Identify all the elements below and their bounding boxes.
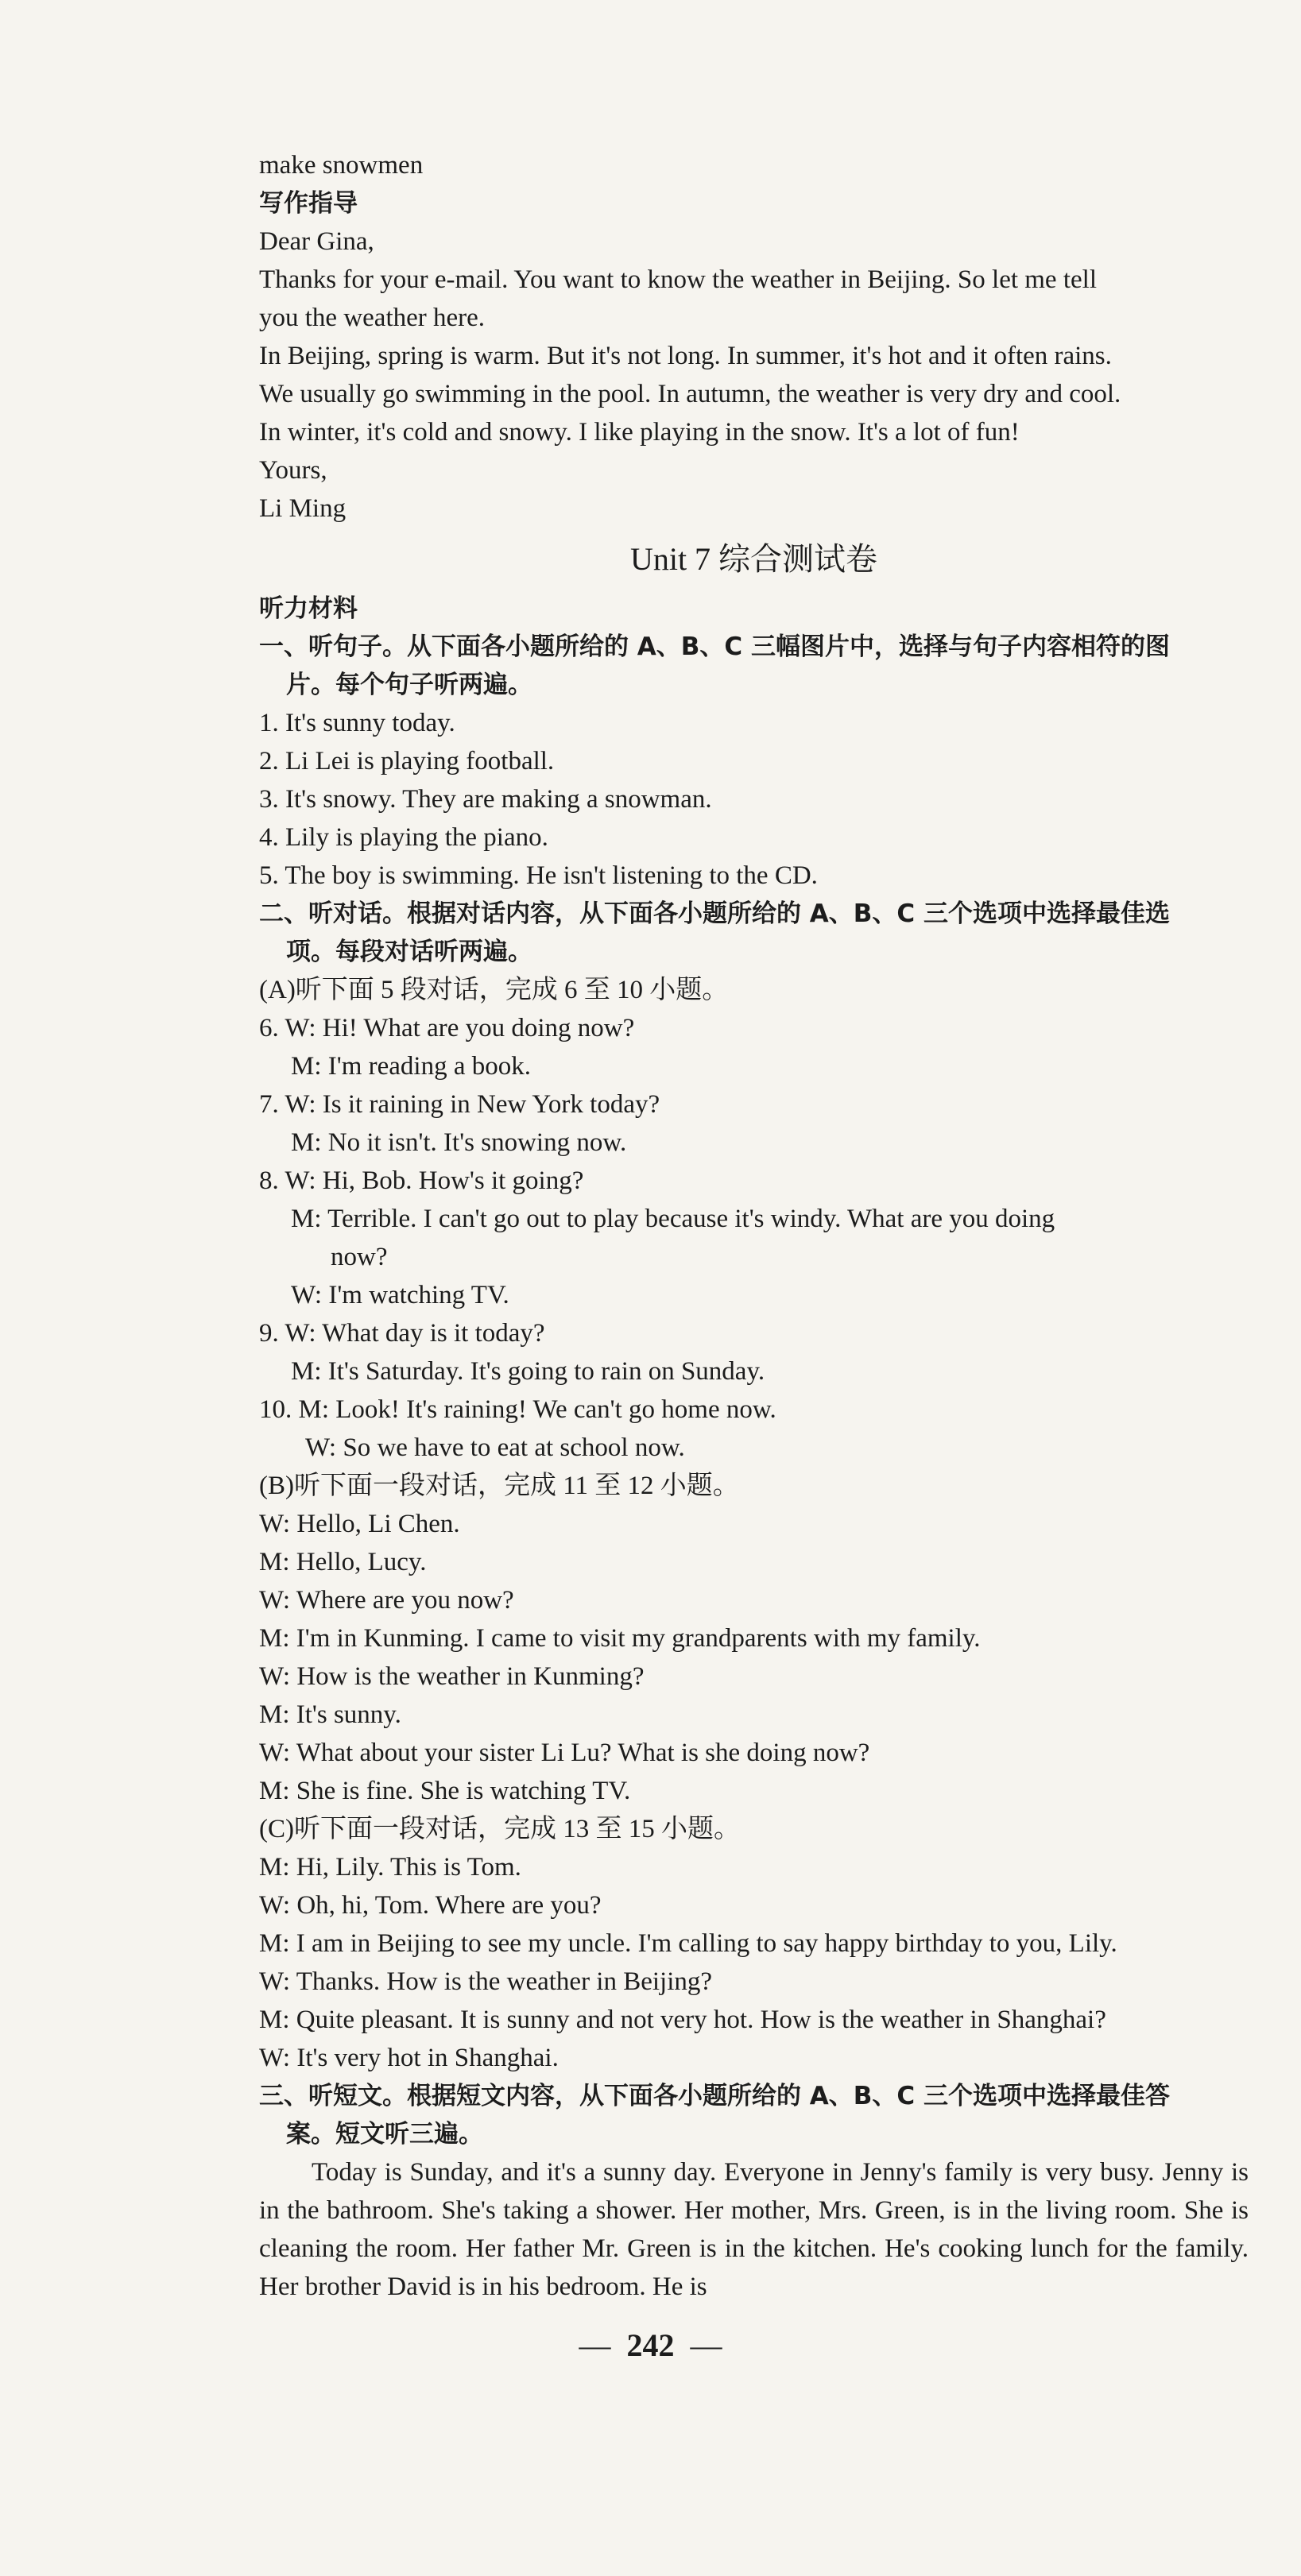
page-content xyxy=(259,146,1249,2306)
page-footer xyxy=(0,2327,1301,2364)
dialogue-line: W: Thanks. How is the weather in Beijing? xyxy=(259,1967,713,1996)
dialogue-line: 10. M: Look! It's raining! We can't go home now. xyxy=(259,1395,776,1424)
letter-line: In winter, it's cold and snowy. I like playing in the snow. It's a lot of fun! xyxy=(259,418,1020,447)
section-header: 听力材料 xyxy=(259,594,358,623)
section-heading: 写作指导 xyxy=(259,189,358,218)
letter-greeting: Dear Gina, xyxy=(259,227,374,256)
letter-line: Thanks for your e-mail. You want to know the weather in Beijing. So let me tell xyxy=(259,265,1097,294)
dialogue-line: M: Quite pleasant. It is sunny and not very hot. How is the weather in Shanghai? xyxy=(259,2005,1106,2034)
dialogue-line: W: Hello, Li Chen. xyxy=(259,1510,460,1538)
dialogue-line: M: No it isn't. It's snowing now. xyxy=(291,1128,627,1157)
letter-line: In Beijing, spring is warm. But it's not long. In summer, it's hot and it often rains. xyxy=(259,342,1112,370)
dialogue-line: M: Hi, Lily. This is Tom. xyxy=(259,1853,521,1882)
dialogue-line: M: I am in Beijing to see my uncle. I'm calling to say happy birthday to you, Lily. xyxy=(259,1929,1117,1958)
letter-line: We usually go swimming in the pool. In autumn, the weather is very dry and cool. xyxy=(259,380,1121,408)
dialogue-line: W: Where are you now? xyxy=(259,1586,514,1615)
list-item: 2. Li Lei is playing football. xyxy=(259,747,555,776)
part3-heading-cont: 案。短文听三遍。 xyxy=(286,2120,483,2149)
dialogue-line: M: Hello, Lucy. xyxy=(259,1548,427,1576)
part3-heading: 三、听短文。根据短文内容，从下面各小题所给的 A、B、C 三个选项中选择最佳答 xyxy=(259,2082,1170,2110)
unit-title: Unit 7 综合测试卷 xyxy=(629,541,878,577)
dialogue-line: M: It's sunny. xyxy=(259,1700,401,1729)
dialogue-line-cont: now? xyxy=(331,1243,388,1271)
part2-heading: 二、听对话。根据对话内容，从下面各小题所给的 A、B、C 三个选项中选择最佳选 xyxy=(259,899,1170,928)
passage-paragraph: Today is Sunday, and it's a sunny day. Everyone in Jenny's family is very busy. Jenny is in the bathroom. She's taking a shower. Her mother, Mrs. Green, is in the living room. She is cleaning the room. Her father Mr. Green is in the kitchen. He's cooking lunch for the family. Her brother David is in his bedroom. He is xyxy=(259,2158,1249,2301)
list-item: 4. Lily is playing the piano. xyxy=(259,823,548,852)
dialogue-line: M: She is fine. She is watching TV. xyxy=(259,1777,631,1805)
dialogue-line: W: I'm watching TV. xyxy=(291,1281,509,1309)
subsection-intro: (B)听下面一段对话，完成 11 至 12 小题。 xyxy=(259,1472,739,1500)
dialogue-line: 6. W: Hi! What are you doing now? xyxy=(259,1014,635,1042)
list-item: 3. It's snowy. They are making a snowman. xyxy=(259,785,712,814)
footer-dash-right: — xyxy=(690,2327,722,2363)
letter-closing: Yours, xyxy=(259,456,327,485)
subsection-intro: (A)听下面 5 段对话，完成 6 至 10 小题。 xyxy=(259,976,729,1004)
dialogue-line: 7. W: Is it raining in New York today? xyxy=(259,1090,660,1119)
text-line: make snowmen xyxy=(259,151,424,180)
part2-heading-cont: 项。每段对话听两遍。 xyxy=(286,938,532,966)
dialogue-line: W: What about your sister Li Lu? What is she doing now? xyxy=(259,1739,870,1767)
dialogue-line: M: I'm in Kunming. I came to visit my grandparents with my family. xyxy=(259,1624,981,1653)
footer-dash-left: — xyxy=(579,2327,611,2363)
part1-heading: 一、听句子。从下面各小题所给的 A、B、C 三幅图片中，选择与句子内容相符的图 xyxy=(259,632,1170,661)
list-item: 1. It's sunny today. xyxy=(259,709,455,737)
dialogue-line: M: Terrible. I can't go out to play because it's windy. What are you doing xyxy=(291,1205,1055,1233)
dialogue-line: 8. W: Hi, Bob. How's it going? xyxy=(259,1166,584,1195)
dialogue-line: 9. W: What day is it today? xyxy=(259,1319,545,1348)
subsection-intro: (C)听下面一段对话，完成 13 至 15 小题。 xyxy=(259,1815,740,1843)
dialogue-line: M: It's Saturday. It's going to rain on Sunday. xyxy=(291,1357,765,1386)
letter-line: you the weather here. xyxy=(259,304,486,332)
letter-signature: Li Ming xyxy=(259,494,347,523)
part1-heading-cont: 片。每个句子听两遍。 xyxy=(286,671,532,699)
dialogue-line: W: How is the weather in Kunming? xyxy=(259,1662,645,1691)
dialogue-line: W: Oh, hi, Tom. Where are you? xyxy=(259,1891,602,1920)
dialogue-line: W: So we have to eat at school now. xyxy=(305,1433,685,1462)
list-item: 5. The boy is swimming. He isn't listening to the CD. xyxy=(259,861,818,890)
dialogue-line: M: I'm reading a book. xyxy=(291,1052,531,1081)
page-number: 242 xyxy=(626,2327,675,2363)
dialogue-line: W: It's very hot in Shanghai. xyxy=(259,2044,559,2072)
